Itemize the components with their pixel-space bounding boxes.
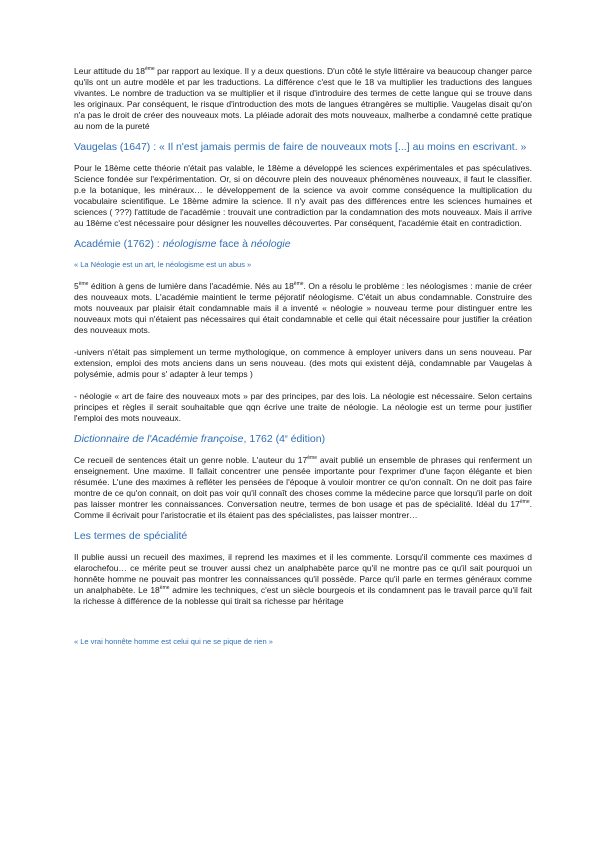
document-page xyxy=(74,66,532,647)
heading-dictionnaire xyxy=(74,433,532,446)
text-run: édition à gens de lumière dans l'académie. Nés au 18 xyxy=(88,281,294,291)
heading-vaugelas: Vaugelas (1647) : « Il n'est jamais permis de faire de nouveaux mots [...] au moins en escrivant. » xyxy=(74,141,527,153)
text-run: . Comme il écrivait pour l'aristocratie et ils étaient pas des spécialistes, pas laisser montrer… xyxy=(74,499,532,520)
heading-academie-1762 xyxy=(74,238,532,251)
quote-honnete-homme: « Le vrai honnête homme est celui qui ne se pique de rien » xyxy=(74,637,273,646)
text-run: 5 xyxy=(74,281,79,291)
paragraph-recueil xyxy=(74,455,532,521)
text-run: avait publié un ensemble de phrases qui renferment un enseignement. Une maxime. Il fallait concentrer une pensée importante pour l'exprimer d'une façon élégante et bien résumée. L'une des maximes à refléter les pensées de l'époque à vouloir montrer ce qu'on connaît. On ne doit pas faire montre de ce qu'on connait, on doit pas voir qu'il connaît des choses comme la médecine parce que lorsqu'il parle on doit pas laisser montrer les connaissances. Conversation neutre, termes de bon usage et pas de spécialité. Idéal du 17 xyxy=(74,455,532,509)
superscript: ème xyxy=(159,585,170,591)
text-run: Ce recueil de sentences était un genre noble. L'auteur du 17 xyxy=(74,455,308,465)
text-run: par rapport au lexique. Il y a deux questions. D'un côté le style littéraire va beaucoup changer parce qu'ils ont un autre modèle et par les traductions. La différence c'est que le 18 va multiplier les traductions des langues vivantes. Le nombre de traduction va se multiplier et il risque d'introduire des termes de cette langue qui se trouve dans les originaux. Par conséquent, le risque d'introduction des mots de langues étrangères se multiplie. Vaugelas disait qu'on n'a pas le droit de créer des nouveaux mots. La pléiade adorait des mots nouveaux, malherbe a condamné cette pratique au nom de la pureté xyxy=(74,66,533,131)
paragraph-univers: -univers n'était pas simplement un terme mythologique, on commence à employer univers dans un sens nouveau. Par extension, emploi des mots anciens dans un sens nouveau. (des mots qui existent déjà, condamnable par Vaugelas à polysémie, admis pour s' adapter à leur temps ) xyxy=(74,347,532,379)
text-run: édition) xyxy=(287,433,326,445)
text-run: Leur attitude du 18 xyxy=(74,66,145,76)
text-run: admire les techniques, c'est un siècle bourgeois et ils condamnent pas le travail parce qu'il fait la richesse à différence de la noblesse qui tirait sa richesse par héritage xyxy=(74,585,533,606)
paragraph-18eme: Pour le 18ème cette théorie n'était pas valable, le 18ème a développé les sciences expérimentales et pas spéculatives. Science fondée sur l'expérimentation. Or, si on découvre plein des nouveaux phénomènes nouveaux, il faut le classifier. p.e la botanique, les minéraux… le développement de la science va avoir comme conséquence la multiplication du vocabulaire scientifique. Le 18ème admire la science. Il n'y avait pas des différences entre les sciences humaines et sciences ( ???) l'attitude de l'académie : trouvait une contradiction par la condamnation des mots nouveaux. Mais il arrive au 18ème c'est nécessaire pour désigner les nouvelles découvertes. Par conséquent, l'académie était en contradiction. xyxy=(74,163,532,228)
text-run: face à xyxy=(216,238,251,250)
text-run: néologie xyxy=(250,238,291,250)
paragraph-neologie: - néologie « art de faire des nouveaux mots » par des principes, par des lois. La néologie est nécessaire. Selon certains principes et règles il serait souhaitable que qqn écrive une traite de néologie. La néologie est un terme pour justifier l'emploi des mots nouveaux. xyxy=(74,391,532,423)
paragraph-5eme-edition xyxy=(74,281,532,336)
text-run: Il publie aussi un recueil des maximes, il reprend les maximes et il les commente. Lorsqu'il commente ces maximes d elarochefou… ce mérite peut se trouver aussi chez un analphabète parce qu'il ne montre pas ce qu'il sait pourquoi un honnête homme ne pouvait pas montrer les connaissances qu'il possède. Parce qu'il parle en termes généraux comme un analphabète. Le 18 xyxy=(74,552,532,595)
superscript: ème xyxy=(78,281,89,287)
superscript: e xyxy=(284,434,288,440)
paragraph-maximes xyxy=(74,552,532,607)
heading-termes-specialite: Les termes de spécialité xyxy=(74,530,188,542)
superscript: ème xyxy=(293,281,304,287)
superscript: ème xyxy=(144,66,155,72)
paragraph-attitude xyxy=(74,66,532,132)
quote-neologie: « La Néologie est un art, le néologisme est un abus » xyxy=(74,260,252,269)
text-run: néologisme xyxy=(162,238,217,250)
text-run: . On a résolu le problème : les néologismes : manie de créer des nouveaux mots. L'académie maintient le terme péjoratif néologisme. C'était un abus condamnable. Construire des mots nouveaux par plaisir était condamnable mais il a inventé « néologie » nouveau terme pour distinguer entre les nouveaux mots qui n'étaient pas nécessaires qui était condamnable et celle qui était nécessaire pour justifier la création des nouveaux mots. xyxy=(74,281,532,335)
text-run: Dictionnaire de l'Académie françoise xyxy=(74,433,244,445)
text-run: Académie (1762) : xyxy=(74,238,163,250)
superscript: ème xyxy=(307,455,317,461)
superscript: ème xyxy=(519,499,530,505)
text-run: , 1762 (4 xyxy=(243,433,285,445)
